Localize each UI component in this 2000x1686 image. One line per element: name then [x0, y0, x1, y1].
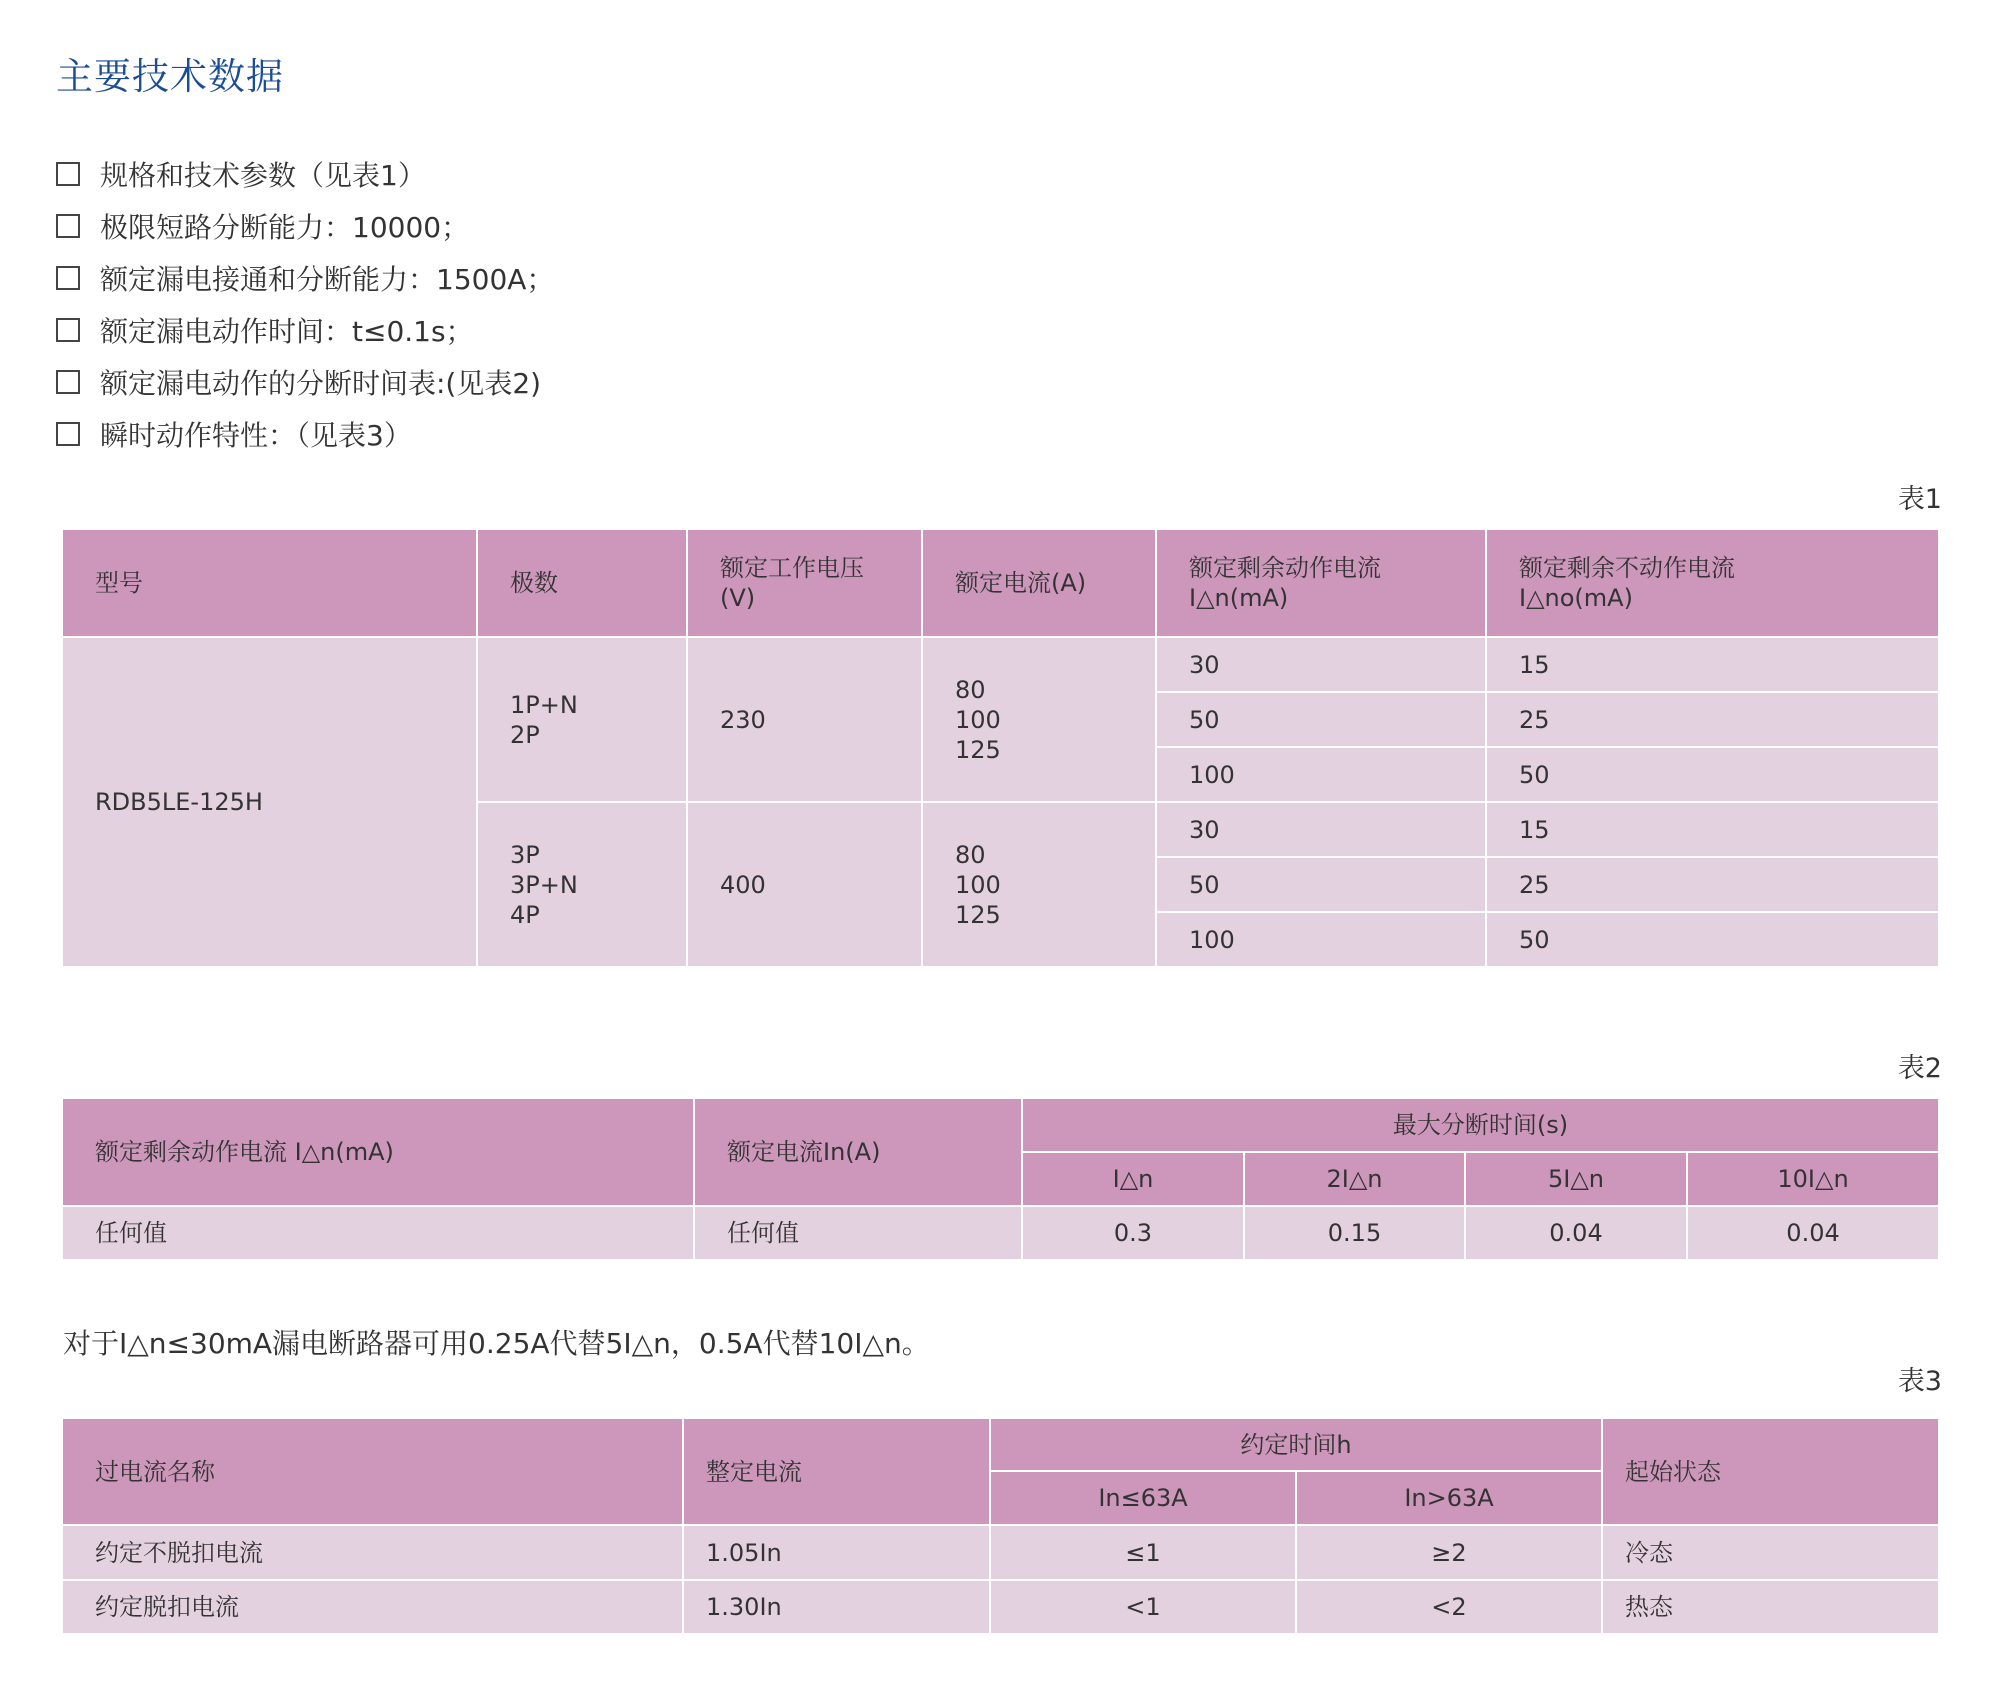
pole-value: 3P+N [510, 870, 578, 899]
checkbox-icon [56, 162, 80, 186]
pole-value: 2P [510, 720, 540, 749]
current-value: 100 [955, 870, 1001, 899]
header-initial-state: 起始状态 [1602, 1418, 1938, 1525]
residual-non-operating-cell: 50 [1486, 747, 1938, 802]
table2 [63, 1097, 1938, 1261]
pole-value: 3P [510, 840, 540, 869]
header-poles: 极数 [477, 529, 687, 637]
pole-value: 4P [510, 900, 540, 929]
header-rated-current: 额定电流In(A) [694, 1098, 1022, 1206]
spec-list [56, 148, 554, 460]
header-max-break-time: 最大分断时间(s) [1022, 1098, 1938, 1152]
list-item [56, 356, 554, 408]
header-residual-operating [1156, 529, 1486, 637]
model-cell: RDB5LE-125H [63, 637, 477, 967]
cell: 任何值 [63, 1206, 694, 1260]
pole-value: 1P+N [510, 690, 578, 719]
residual-operating-cell: 30 [1156, 802, 1486, 857]
cell: 0.04 [1465, 1206, 1687, 1260]
poles-cell [477, 637, 687, 802]
checkbox-icon [56, 422, 80, 446]
header-voltage [687, 529, 922, 637]
header-conventional-time: 约定时间h [990, 1418, 1602, 1471]
cell: <1 [990, 1580, 1296, 1634]
header-residual-non-operating [1486, 529, 1938, 637]
header-setting-current: 整定电流 [683, 1418, 990, 1525]
header-unit: (V) [720, 584, 756, 612]
list-item-text: 瞬时动作特性：（见表3） [100, 419, 412, 452]
residual-operating-cell: 100 [1156, 747, 1486, 802]
residual-non-operating-cell: 25 [1486, 857, 1938, 912]
residual-non-operating-cell: 50 [1486, 912, 1938, 967]
subheader-10x: 10I△n [1687, 1152, 1938, 1206]
list-item-text: 额定漏电接通和分断能力：1500A； [100, 263, 555, 296]
voltage-cell: 400 [687, 802, 922, 967]
checkbox-icon [56, 370, 80, 394]
subheader-gt63: In>63A [1296, 1471, 1602, 1525]
cell: 约定脱扣电流 [63, 1580, 683, 1634]
residual-operating-cell: 30 [1156, 637, 1486, 692]
subheader-le63: In≤63A [990, 1471, 1296, 1525]
current-cell [922, 802, 1156, 967]
cell: ≤1 [990, 1525, 1296, 1580]
cell: 约定不脱扣电流 [63, 1525, 683, 1580]
poles-cell [477, 802, 687, 967]
header-model: 型号 [63, 529, 477, 637]
header-residual-current: 额定剩余动作电流 I△n(mA) [63, 1098, 694, 1206]
subheader-1x: I△n [1022, 1152, 1244, 1206]
list-item [56, 408, 554, 460]
table3-label: 表3 [1897, 1366, 1942, 1397]
subheader-2x: 2I△n [1244, 1152, 1465, 1206]
header-unit: I△no(mA) [1519, 584, 1633, 612]
current-cell [922, 637, 1156, 802]
residual-operating-cell: 50 [1156, 857, 1486, 912]
list-item-text: 规格和技术参数（见表1） [100, 159, 426, 192]
list-item-text: 极限短路分断能力：10000； [100, 211, 470, 244]
table-row [63, 637, 1938, 692]
list-item-text: 额定漏电动作时间：t≤0.1s； [100, 315, 474, 348]
checkbox-icon [56, 214, 80, 238]
current-value: 100 [955, 705, 1001, 734]
current-value: 125 [955, 900, 1001, 929]
subheader-5x: 5I△n [1465, 1152, 1687, 1206]
current-value: 80 [955, 840, 986, 869]
list-item-text: 额定漏电动作的分断时间表:(见表2) [100, 367, 542, 400]
residual-operating-cell: 100 [1156, 912, 1486, 967]
cell: 0.04 [1687, 1206, 1938, 1260]
list-item [56, 200, 554, 252]
note-text: 对于I△n≤30mA漏电断路器可用0.25A代替5I△n，0.5A代替10I△n。 [63, 1327, 930, 1360]
residual-non-operating-cell: 25 [1486, 692, 1938, 747]
cell: 热态 [1602, 1580, 1938, 1634]
list-item [56, 304, 554, 356]
table-row [63, 1206, 1938, 1260]
checkbox-icon [56, 318, 80, 342]
header-text: 额定剩余不动作电流 [1519, 554, 1735, 582]
checkbox-icon [56, 266, 80, 290]
cell: ≥2 [1296, 1525, 1602, 1580]
cell: <2 [1296, 1580, 1602, 1634]
table3 [63, 1417, 1938, 1635]
header-overcurrent-name: 过电流名称 [63, 1418, 683, 1525]
residual-non-operating-cell: 15 [1486, 802, 1938, 857]
residual-operating-cell: 50 [1156, 692, 1486, 747]
cell: 0.15 [1244, 1206, 1465, 1260]
current-value: 125 [955, 735, 1001, 764]
cell: 1.05In [683, 1525, 990, 1580]
voltage-cell: 230 [687, 637, 922, 802]
header-text: 额定剩余动作电流 [1189, 554, 1381, 582]
list-item [56, 252, 554, 304]
table1-label: 表1 [1897, 484, 1942, 515]
table2-label: 表2 [1897, 1053, 1942, 1084]
current-value: 80 [955, 675, 986, 704]
table-row [63, 1525, 1938, 1580]
header-current: 额定电流(A) [922, 529, 1156, 637]
cell: 1.30In [683, 1580, 990, 1634]
residual-non-operating-cell: 15 [1486, 637, 1938, 692]
table-row [63, 1580, 1938, 1634]
page-title: 主要技术数据 [56, 55, 284, 98]
cell: 冷态 [1602, 1525, 1938, 1580]
cell: 0.3 [1022, 1206, 1244, 1260]
header-unit: I△n(mA) [1189, 584, 1289, 612]
table1 [63, 528, 1938, 968]
cell: 任何值 [694, 1206, 1022, 1260]
list-item [56, 148, 554, 200]
header-text: 额定工作电压 [720, 554, 864, 582]
